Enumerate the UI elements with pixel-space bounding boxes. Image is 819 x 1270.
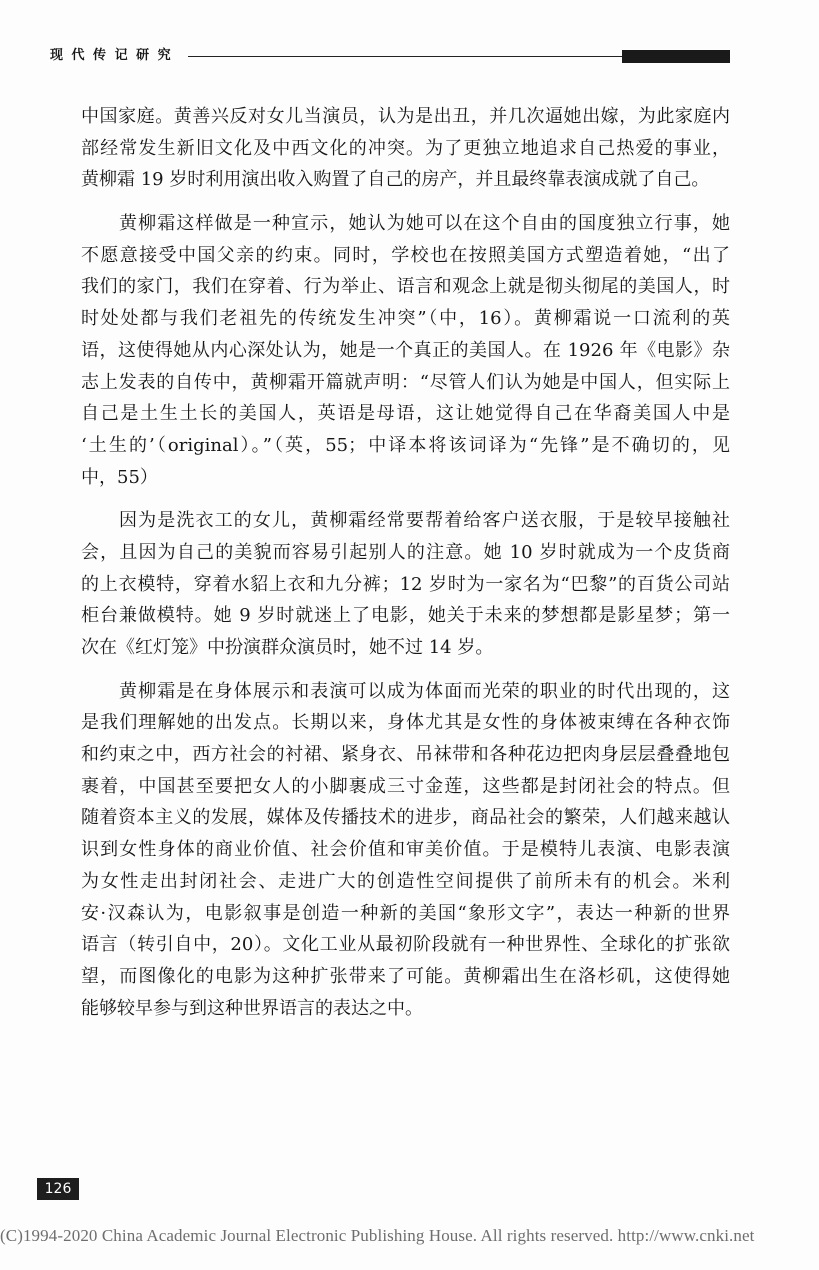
text-line: 是我们理解她的出发点。长期以来，身体尤其是女性的身体被束缚在各种衣饰	[81, 712, 730, 734]
text-line: 柜台兼做模特。她 9 岁时就迷上了电影，她关于未来的梦想都是影星梦；第一	[81, 605, 730, 627]
text-line: 裹着，中国甚至要把女人的小脚裹成三寸金莲，这些都是封闭社会的特点。但	[81, 775, 730, 797]
paragraph	[81, 676, 730, 1025]
text-line: 的上衣模特，穿着水貂上衣和九分裤；12 岁时为一家名为“巴黎”的百货公司站	[81, 573, 730, 595]
text-line: 时处处都与我们老祖先的传统发生冲突”（中，16）。黄柳霜说一口流利的英	[81, 308, 730, 330]
text-line: 能够较早参与到这种世界语言的表达之中。	[81, 997, 423, 1019]
text-line: 自己是土生土长的美国人，英语是母语，这让她觉得自己在华裔美国人中是	[81, 403, 730, 425]
text-line: 会，且因为自己的美貌而容易引起别人的注意。她 10 岁时就成为一个皮货商	[81, 541, 730, 563]
paragraph	[81, 208, 730, 493]
text-line: 识到女性身体的商业价值、社会价值和审美价值。于是模特儿表演、电影表演	[81, 839, 730, 861]
text-line: 安·汉森认为，电影叙事是创造一种新的美国“象形文字”，表达一种新的世界	[81, 902, 730, 924]
journal-title: 现 代 传 记 研 究	[50, 48, 173, 63]
text-line: 部经常发生新旧文化及中西文化的冲突。为了更独立地追求自己热爱的事业，	[81, 137, 730, 159]
paragraph	[81, 101, 730, 196]
text-line: 黄柳霜 19 岁时利用演出收入购置了自己的房产，并且最终靠表演成就了自己。	[81, 169, 710, 191]
text-line: 为女性走出封闭社会、走进广大的创造性空间提供了前所未有的机会。米利	[81, 870, 730, 892]
text-line: 语，这使得她从内心深处认为，她是一个真正的美国人。在 1926 年《电影》杂	[81, 339, 730, 361]
text-line: 望，而图像化的电影为这种扩张带来了可能。黄柳霜出生在洛杉矶，这使得她	[81, 965, 730, 987]
text-line: 我们的家门，我们在穿着、行为举止、语言和观念上就是彻头彻尾的美国人，时	[81, 276, 730, 298]
text-line: 和约束之中，西方社会的衬裙、紧身衣、吊袜带和各种花边把肉身层层叠叠地包	[81, 744, 730, 766]
running-header	[50, 46, 730, 66]
text-line: 志上发表的自传中，黄柳霜开篇就声明：“尽管人们认为她是中国人，但实际上	[81, 371, 730, 393]
text-line: 中国家庭。黄善兴反对女儿当演员，认为是出丑，并几次逼她出嫁，为此家庭内	[81, 106, 730, 127]
text-line: 不愿意接受中国父亲的约束。同时，学校也在按照美国方式塑造着她，“出了	[81, 244, 730, 266]
text-line: ‘土生的’（original）。”（英，55；中译本将该词译为“先锋”是不确切的，见	[81, 434, 730, 456]
text-line: 因为是洗衣工的女儿，黄柳霜经常要帮着给客户送衣服，于是较早接触社	[119, 510, 730, 532]
article-body	[81, 101, 730, 1024]
paragraph	[81, 505, 730, 663]
header-rule-bar	[622, 50, 730, 63]
text-line: 语言（转引自中，20）。文化工业从最初阶段就有一种世界性、全球化的扩张欲	[81, 934, 730, 956]
copyright-footer: (C)1994-2020 China Academic Journal Electronic Publishing House. All rights reserved. http://www.cnki.net	[0, 1226, 755, 1245]
text-line: 随着资本主义的发展，媒体及传播技术的进步，商品社会的繁荣，人们越来越认	[81, 807, 730, 829]
page-number: 126	[37, 1178, 79, 1200]
text-line: 黄柳霜是在身体展示和表演可以成为体面而光荣的职业的时代出现的，这	[119, 680, 730, 702]
text-line: 中，55）	[81, 466, 158, 488]
text-line: 黄柳霜这样做是一种宣示，她认为她可以在这个自由的国度独立行事，她	[119, 213, 730, 235]
text-line: 次在《红灯笼》中扮演群众演员时，她不过 14 岁。	[81, 637, 494, 658]
